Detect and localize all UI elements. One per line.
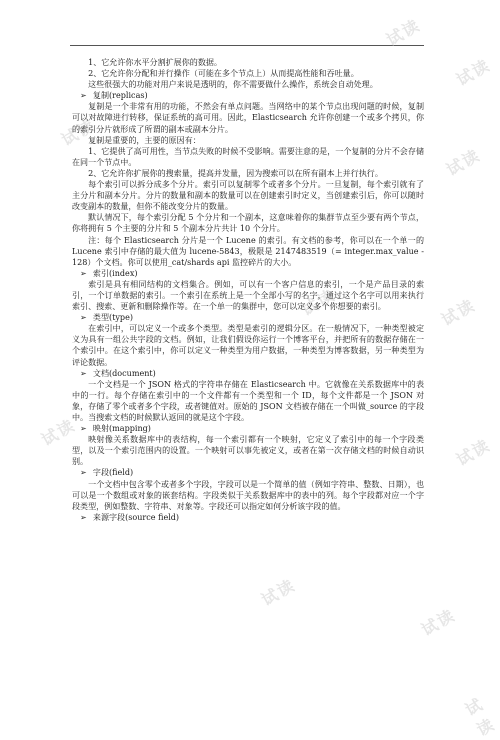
watermark: 试读 [258, 575, 299, 610]
watermark: 试读 [462, 694, 499, 740]
paragraph: 2、它允许你分配和并行操作（可能在多个节点上）从而提高性能和吞吐量。 [88, 69, 359, 79]
arrow-bullet-icon: ➢ [80, 424, 87, 434]
section-heading-text: 索引(index) [92, 268, 138, 278]
paragraph: 2、它允许你扩展你的搜索量，提高并发量，因为搜索可以在所有副本上并行执行。 [88, 168, 383, 178]
paragraph: 在索引中，可以定义一个或多个类型。类型是索引的逻辑分区。在一般情况下，一种类型被定义为具有一组公共字段的文档。例如，让我们假设你运行一个博客平台，并把所有的数据存储在一个索引中。在这个索引中，你可以定义一种类型为用户数据，一种类型为博客数据，另一种类型为评论数据。 [72, 324, 424, 367]
paragraph: 默认情况下，每个索引分配 5 个分片和一个副本，这意味着你的集群节点至少要有两个节点，你将拥有 5 个主要的分片和 5 个副本分片共计 10 个分片。 [72, 213, 424, 234]
arrow-bullet-icon: ➢ [80, 91, 87, 101]
paragraph: 1、它允许你水平分割扩展你的数据。 [88, 58, 222, 67]
section-heading [72, 268, 424, 279]
paragraph: 映射像关系数据库中的表结构，每一个索引都有一个映射，它定义了索引中的每一个字段类型，以及一个索引范围内的设置。一个映射可以事先被定义，或者在第一次存储文档的时候自动识别。 [72, 435, 424, 467]
arrow-bullet-icon: ➢ [80, 468, 87, 478]
paragraph: 这些很强大的功能对用户来说是透明的，你不需要做什么操作，系统会自动处理。 [88, 80, 378, 90]
paragraph: 复制是重要的，主要的原因有： [88, 135, 201, 145]
watermark: 试读 [443, 145, 484, 180]
section-heading-text: 文档(document) [92, 368, 156, 378]
paragraph: 注：每个 Elasticsearch 分片是一个 Lucene 的索引。有文档的参考，你可以在一个单一的 Lucene 索引中存储的最大值为 lucene-5843，极限是 2147483519（= integer.max_value - 128）个文档。你可以使用_cat/shards api 监控碎片的大小。 [72, 235, 424, 267]
section-heading [72, 312, 424, 323]
section-heading [72, 512, 424, 523]
paragraph: 一个文档是一个 JSON 格式的字符串存储在 Elasticsearch 中。它就像在关系数据库中的表中的一行。每个存储在索引中的一个文件都有一个类型和一个 ID，每个文件都是一个 JSON 对象，存储了零个或者多个字段，或者键值对。原始的 JSON 文档被存储在一个叫做_source 的字段中。当搜索文档的时候默认返回的就是这个字段。 [72, 379, 424, 422]
arrow-bullet-icon: ➢ [80, 512, 87, 522]
section-heading-text: 字段(field) [92, 468, 134, 478]
paragraph: 复制是一个非常有用的功能，不然会有单点问题。当网络中的某个节点出现问题的时候，复制可以对故障进行转移，保证系统的高可用。因此，Elasticsearch 允许你创建一个或多个拷贝，你的索引分片就形成了所谓的副本或副本分片。 [72, 102, 424, 134]
watermark: 试读 [383, 15, 424, 50]
section-heading-text: 复制(replicas) [92, 91, 148, 101]
section-heading [72, 368, 424, 379]
section-heading-text: 来源字段(source field) [92, 512, 180, 522]
paragraph: 索引是具有相同结构的文档集合。例如，可以有一个客户信息的索引，一个是产品目录的索引，一个订单数据的索引。一个索引在系统上是一个全部小写的名字，通过这个名字可以用来执行索引、搜索、更新和删除操作等。在一个单一的集群中，您可以定义多个你想要的索引。 [72, 279, 424, 312]
section-heading [72, 467, 424, 478]
section-heading [72, 90, 424, 101]
document-body [72, 57, 424, 523]
header-rule [70, 45, 424, 46]
watermark: 试读 [418, 605, 459, 640]
watermark: 试读 [298, 285, 339, 320]
arrow-bullet-icon: ➢ [80, 313, 87, 323]
watermark: 试读 [453, 435, 494, 470]
watermark: 试读 [453, 55, 494, 90]
watermark: 试读 [438, 295, 479, 330]
arrow-bullet-icon: ➢ [80, 268, 87, 278]
watermark: 试读 [58, 115, 99, 150]
paragraph: 一个文档中包含零个或者多个字段，字段可以是一个简单的值（例如字符串、整数、日期），也可以是一个数组或对象的嵌套结构。字段类似于关系数据库中的表中的列。每个字段都对应一个字段类型，例如整数、字符串、对象等。字段还可以指定如何分析该字段的值。 [72, 479, 424, 511]
section-heading-text: 映射(mapping) [92, 424, 151, 434]
section-heading [72, 423, 424, 434]
arrow-bullet-icon: ➢ [80, 368, 87, 378]
paragraph: 1、它提供了高可用性，当节点失败的时候不受影响。需要注意的是，一个复制的分片不会存储在同一个节点中。 [72, 146, 424, 167]
section-heading-text: 类型(type) [92, 313, 133, 323]
paragraph: 每个索引可以拆分成多个分片。索引可以复制零个或者多个分片。一旦复制，每个索引就有了主分片和副本分片。分片的数量和副本的数量可以在创建索引时定义，当创建索引后，你可以随时改变副本的数量，但你不能改变分片的数量。 [72, 180, 424, 212]
watermark: 试读 [38, 415, 79, 450]
